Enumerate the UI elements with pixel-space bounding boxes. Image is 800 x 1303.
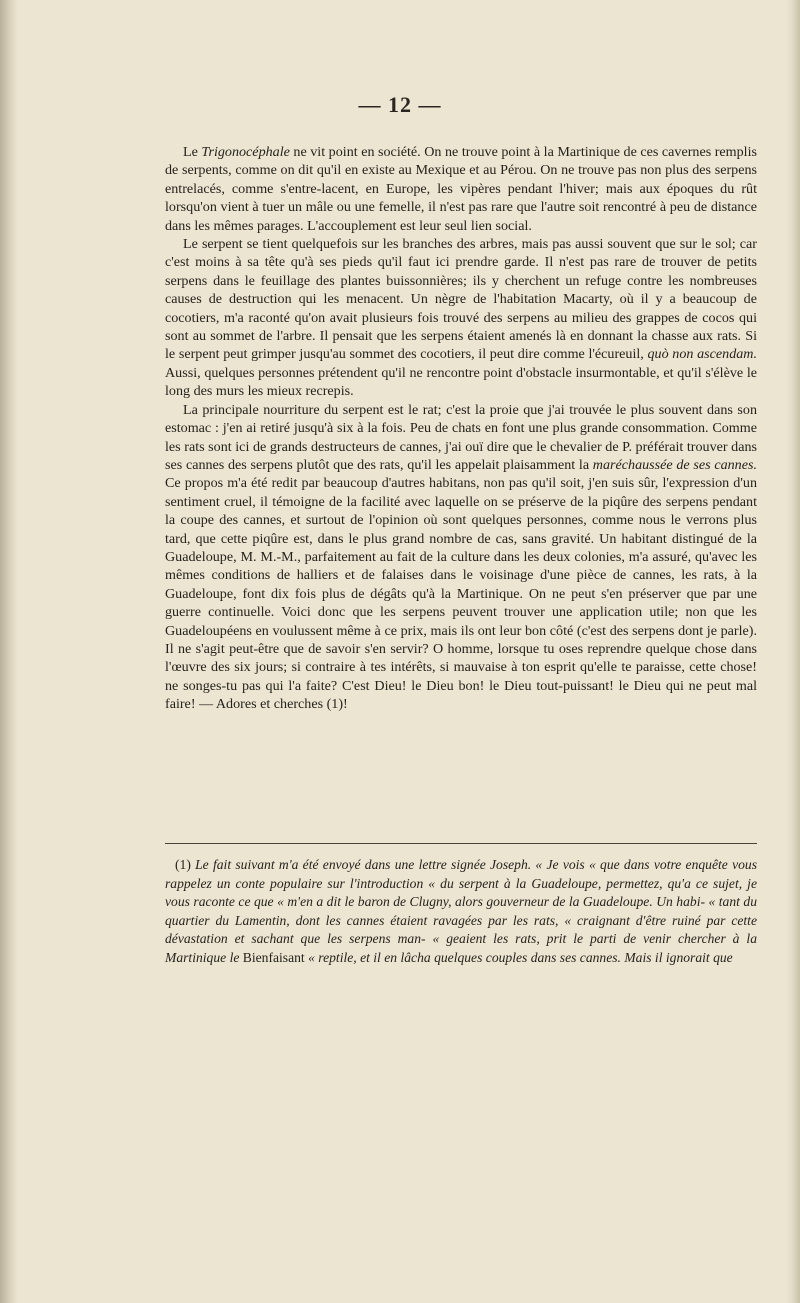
paragraph-text: ne vit point en société. On ne trouve point à la Martinique de ces cavernes remplis de serpents, comme on dit qu'il en existe au Mexique et au Pérou. On ne trouve pas non plus des serpens entrelacés, comme s'entre-lacent, en Europe, les vipères pendant l'hiver; mais aux époques du rût lorsqu'on vient à tuer un mâle ou une femelle, il n'est pas rare que l'autre soit rencontré à peu de distance dans les mêmes parages. L'accouplement est leur seul lien social.	[165, 144, 758, 234]
page-right-edge	[786, 0, 800, 1303]
paragraph	[165, 401, 757, 714]
footnote-roman-word: Bienfaisant	[242, 949, 305, 965]
italic-term: quò non ascendam.	[647, 346, 757, 363]
italic-term: Trigonocéphale	[201, 144, 290, 160]
italic-term: maréchaussée de ses cannes.	[592, 456, 757, 473]
paragraph-text: Aussi, quelques personnes prétendent qu'il ne rencontre point d'obstacle insurmontable, et qu'il s'élève le long des murs les mieux recrepis.	[165, 364, 757, 400]
paragraph-text: Ce propos m'a été redit par beaucoup d'autres habitans, non pas qu'il soit, j'en suis sûr, l'expression d'un sentiment cruel, il témoigne de la facilité avec laquelle on se préserve de la piqûre des serpens pendant la coupe des cannes, et surtout de l'opinion où sont quelques personnes, comme nous le verrons plus tard, que cette piqûre est, dans le plus grand nombre de cas, sans gravité. Un habitant distingué de la Guadeloupe, M. M.-M., parfaitement au fait de la culture dans les deux colonies, m'a assuré, qu'avec les mêmes conditions de halliers et de falaises dans le voisinage d'une pièce de cannes, les rats, à la Guadeloupe, font dix fois plus de dégâts qu'à la Martinique. On ne peut s'en préserver que par une guerre continuelle. Voici donc que les serpens peuvent trouver une application utile; non que les Guadeloupéens en voulussent même à ce prix, mais ils ont leur bon côté (c'est des serpens dont je parle). Il ne s'agit peut-être que de savoir s'en servir? O homme, lorsque tu oses reprendre quelque chose dans l'œuvre des six jours; si contraire à tes intérêts, si mauvaise à ton esprit qu'elle te paraisse, cette chose! ne songes-tu pas qui l'a faite? C'est Dieu! le Dieu bon! le Dieu tout-puissant! le Dieu qui ne peut mal faire! — Adores et cherches (1)!	[165, 475, 757, 713]
footnote-divider	[165, 843, 757, 844]
paragraph	[165, 143, 757, 235]
footnote-text: Le fait suivant m'a été envoyé dans une lettre signée Joseph. « Je vois « que dans votre enquête vous rappelez un conte populaire sur l'introduction « du serpent à la Guadeloupe, permettez, qu'a ce sujet, je vous raconte ce que « m'en a dit le baron de Clugny, alors gouverneur de la Guadeloupe. Un habi- « tant du quartier du Lamentin, dont les cannes étaient ravagées par les rats, « craignant d'être ruiné par cette dévastation et sachant que les serpens man- « geaient les rats, prit le parti de venir chercher à la Martinique le	[165, 857, 757, 965]
footnote-paragraph	[165, 856, 757, 968]
paragraph-text: Le serpent se tient quelquefois sur les branches des arbres, mais pas aussi souvent que sur le sol; car c'est moins à sa tête qu'à ses pieds qu'il faut ici prendre garde. Il n'est pas rare de trouver de petits serpens dans le feuillage des plantes buissonnières; ils y cherchent un refuge contre les nombreuses causes de destruction qui les menacent. Un nègre de l'habitation Macarty, où il y a beaucoup de cocotiers, m'a raconté qu'on avait plusieurs fois trouvé des serpens au milieu des grappes de cocos qui sont au sommet de l'arbre. Il pensait que les serpens étaient amenés là en donnant la chasse aux rats. Si le serpent peut grimper jusqu'au sommet des cocotiers, il peut dire comme l'écureuil,	[165, 236, 757, 363]
paragraph-text: Le	[183, 144, 202, 160]
footnote-text: « reptile, et il en lâcha quelques couples dans ses cannes. Mais il ignorait que	[304, 949, 733, 965]
footnote	[165, 856, 757, 968]
footnote-number: (1)	[175, 857, 191, 872]
paragraph	[165, 235, 757, 401]
page-left-edge	[0, 0, 18, 1303]
page-number: — 12 —	[358, 92, 442, 117]
paragraph-text: La principale nourriture du serpent est le rat; c'est la proie que j'ai trouvée le plus souvent dans son estomac : j'en ai retiré jusqu'à six à la fois. Peu de chats en font une plus grande consommation. Comme les rats sont ici de grands destructeurs de cannes, j'ai ouï dire que le chevalier de P. préférait trouver dans ses cannes des serpens plutôt que des rats, qu'il les appelait plaisamment la	[165, 401, 757, 473]
main-text	[165, 143, 757, 714]
